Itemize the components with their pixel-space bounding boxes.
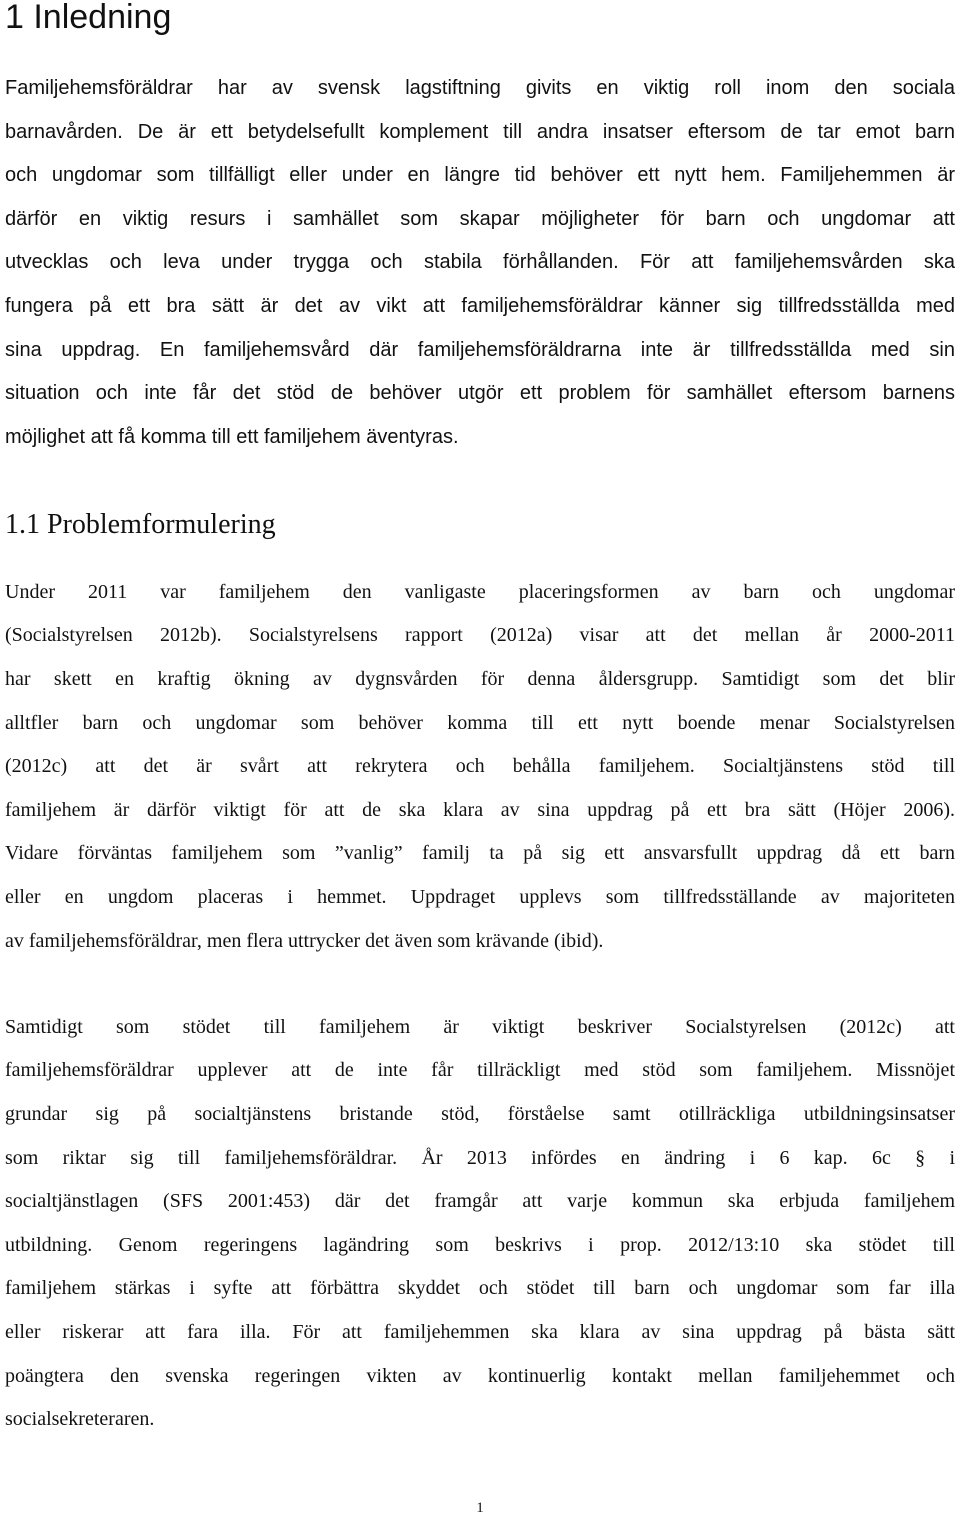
section-heading: 1 Inledning [5,0,172,36]
text-line: alltfler barn och ungdomar som behöver komma till ett nytt boende menar Socialstyrelsen [5,712,955,734]
text-line: utbildning. Genom regeringens lagändring som beskrivs i prop. 2012/13:10 ska stödet till [5,1234,955,1256]
page-number: 1 [476,1500,484,1516]
text-line: eller riskerar att fara illa. För att familjehemmen ska klara av sina uppdrag på bästa sätt [5,1321,955,1343]
text-line: socialtjänstlagen (SFS 2001:453) där det framgår att varje kommun ska erbjuda familjehem [5,1190,955,1212]
text-line: eller en ungdom placeras i hemmet. Uppdraget upplevs som tillfredsställande av majoriteten [5,886,955,908]
text-line: som riktar sig till familjehemsföräldrar. År 2013 infördes en ändring i 6 kap. 6c § i [5,1147,955,1169]
text-line: grundar sig på socialtjänstens bristande stöd, förståelse samt otillräckliga utbildningsinsatser [5,1103,955,1125]
text-line: Under 2011 var familjehem den vanligaste placeringsformen av barn och ungdomar [5,581,955,603]
text-line: därför en viktig resurs i samhället som skapar möjligheter för barn och ungdomar att [5,208,955,230]
text-line: familjehem är därför viktigt för att de ska klara av sina uppdrag på ett bra sätt (Höjer 2006). [5,799,955,821]
text-line: sina uppdrag. En familjehemsvård där familjehemsföräldrarna inte är tillfredsställda med sin [5,339,955,361]
text-line: socialsekreteraren. [5,1408,155,1430]
text-line: fungera på ett bra sätt är det av vikt att familjehemsföräldrar känner sig tillfredsställda med [5,295,955,317]
text-line: familjehem stärkas i syfte att förbättra skyddet och stödet till barn och ungdomar som far illa [5,1277,955,1299]
text-line: Samtidigt som stödet till familjehem är viktigt beskriver Socialstyrelsen (2012c) att [5,1016,955,1038]
text-line: Familjehemsföräldrar har av svensk lagstiftning givits en viktig roll inom den sociala [5,77,955,99]
text-line: har skett en kraftig ökning av dygnsvården för denna åldersgrupp. Samtidigt som det blir [5,668,955,690]
text-line: situation och inte får det stöd de behöver utgör ett problem för samhället eftersom barnens [5,382,955,404]
text-line: (Socialstyrelsen 2012b). Socialstyrelsens rapport (2012a) visar att det mellan år 2000-2011 [5,624,955,646]
text-line: möjlighet att få komma till ett familjehem äventyras. [5,426,459,448]
subsection-heading: 1.1 Problemformulering [5,509,276,540]
text-line: familjehemsföräldrar upplever att de inte får tillräckligt med stöd som familjehem. Missnöjet [5,1059,955,1081]
text-line: poängtera den svenska regeringen vikten av kontinuerlig kontakt mellan familjehemmet och [5,1365,955,1387]
text-line: av familjehemsföräldrar, men flera uttrycker det även som krävande (ibid). [5,930,604,952]
text-line: och ungdomar som tillfälligt eller under en längre tid behöver ett nytt hem. Familjehemmen är [5,164,955,186]
text-line: Vidare förväntas familjehem som ”vanlig” familj ta på sig ett ansvarsfullt uppdrag då ett barn [5,842,955,864]
text-line: barnavården. De är ett betydelsefullt komplement till andra insatser eftersom de tar emot barn [5,121,955,143]
text-line: utvecklas och leva under trygga och stabila förhållanden. För att familjehemsvården ska [5,251,955,273]
text-line: (2012c) att det är svårt att rekrytera och behålla familjehem. Socialtjänstens stöd till [5,755,955,777]
